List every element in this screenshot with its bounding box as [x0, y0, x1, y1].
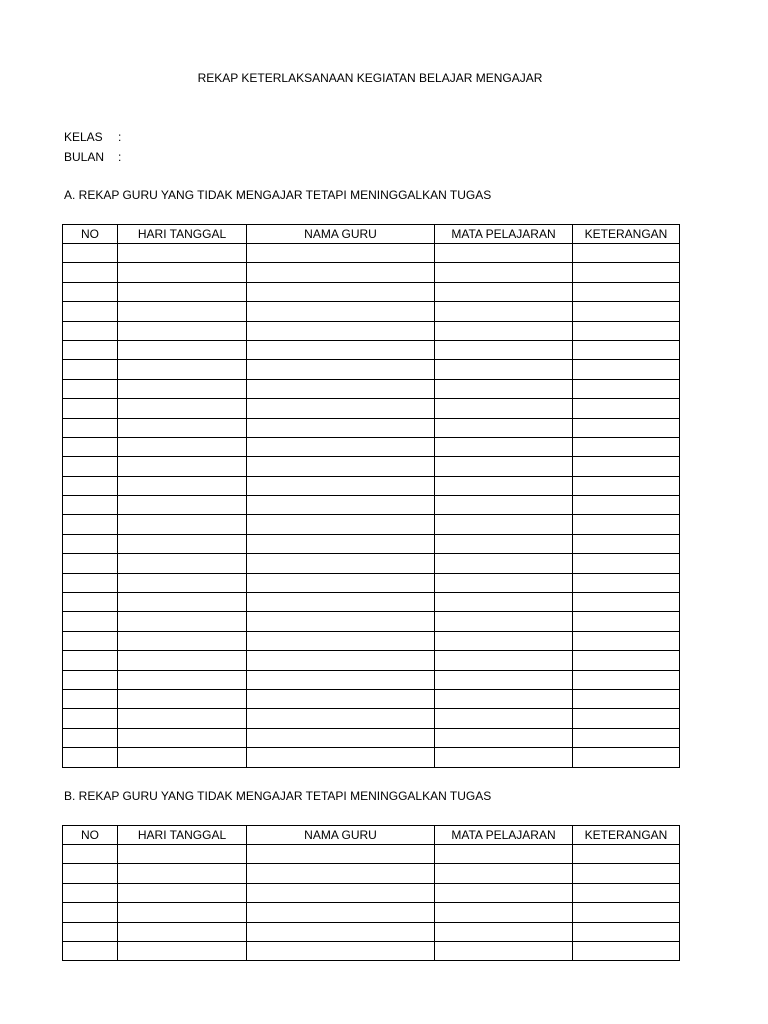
cell-mata-pelajaran — [435, 437, 573, 456]
cell-mata-pelajaran — [435, 689, 573, 708]
field-kelas-label: KELAS — [64, 130, 103, 144]
cell-nama-guru — [247, 651, 435, 670]
cell-keterangan — [573, 864, 680, 883]
cell-hari-tanggal — [118, 903, 247, 922]
cell-no — [63, 689, 118, 708]
section-a-heading: A. REKAP GURU YANG TIDAK MENGAJAR TETAPI MENINGGALKAN TUGAS — [64, 188, 492, 202]
table-section-a — [62, 224, 680, 768]
table-row — [63, 573, 680, 592]
cell-nama-guru — [247, 903, 435, 922]
cell-mata-pelajaran — [435, 941, 573, 960]
cell-hari-tanggal — [118, 709, 247, 728]
cell-no — [63, 282, 118, 301]
cell-nama-guru — [247, 709, 435, 728]
cell-nama-guru — [247, 476, 435, 495]
cell-mata-pelajaran — [435, 748, 573, 767]
cell-nama-guru — [247, 689, 435, 708]
cell-nama-guru — [247, 321, 435, 340]
cell-no — [63, 321, 118, 340]
table-row — [63, 941, 680, 960]
cell-keterangan — [573, 573, 680, 592]
cell-keterangan — [573, 282, 680, 301]
field-bulan-label: BULAN — [64, 150, 105, 164]
cell-mata-pelajaran — [435, 922, 573, 941]
cell-hari-tanggal — [118, 941, 247, 960]
cell-mata-pelajaran — [435, 379, 573, 398]
cell-no — [63, 534, 118, 553]
col-header-hari-tanggal: HARI TANGGAL — [118, 225, 247, 244]
cell-keterangan — [573, 845, 680, 864]
cell-no — [63, 496, 118, 515]
cell-keterangan — [573, 457, 680, 476]
cell-keterangan — [573, 534, 680, 553]
cell-mata-pelajaran — [435, 670, 573, 689]
cell-hari-tanggal — [118, 379, 247, 398]
cell-no — [63, 263, 118, 282]
col-header-no: NO — [63, 826, 118, 845]
cell-keterangan — [573, 748, 680, 767]
cell-mata-pelajaran — [435, 728, 573, 747]
col-header-keterangan: KETERANGAN — [573, 826, 680, 845]
cell-mata-pelajaran — [435, 302, 573, 321]
table-row — [63, 457, 680, 476]
cell-hari-tanggal — [118, 340, 247, 359]
table-header-row — [63, 826, 680, 845]
cell-nama-guru — [247, 593, 435, 612]
cell-hari-tanggal — [118, 748, 247, 767]
cell-nama-guru — [247, 631, 435, 650]
table-row — [63, 515, 680, 534]
cell-no — [63, 302, 118, 321]
cell-keterangan — [573, 709, 680, 728]
table-row — [63, 728, 680, 747]
cell-mata-pelajaran — [435, 651, 573, 670]
cell-nama-guru — [247, 883, 435, 902]
cell-keterangan — [573, 437, 680, 456]
cell-hari-tanggal — [118, 864, 247, 883]
cell-hari-tanggal — [118, 457, 247, 476]
cell-nama-guru — [247, 573, 435, 592]
cell-nama-guru — [247, 728, 435, 747]
cell-mata-pelajaran — [435, 360, 573, 379]
cell-hari-tanggal — [118, 282, 247, 301]
cell-hari-tanggal — [118, 593, 247, 612]
cell-hari-tanggal — [118, 651, 247, 670]
cell-hari-tanggal — [118, 399, 247, 418]
cell-keterangan — [573, 515, 680, 534]
table-row — [63, 651, 680, 670]
cell-keterangan — [573, 360, 680, 379]
cell-nama-guru — [247, 496, 435, 515]
cell-mata-pelajaran — [435, 418, 573, 437]
cell-hari-tanggal — [118, 418, 247, 437]
cell-hari-tanggal — [118, 244, 247, 263]
cell-mata-pelajaran — [435, 709, 573, 728]
cell-hari-tanggal — [118, 554, 247, 573]
cell-keterangan — [573, 476, 680, 495]
cell-mata-pelajaran — [435, 903, 573, 922]
cell-no — [63, 340, 118, 359]
table-row — [63, 670, 680, 689]
cell-hari-tanggal — [118, 612, 247, 631]
cell-no — [63, 554, 118, 573]
cell-mata-pelajaran — [435, 321, 573, 340]
cell-no — [63, 244, 118, 263]
cell-no — [63, 399, 118, 418]
cell-mata-pelajaran — [435, 457, 573, 476]
cell-no — [63, 612, 118, 631]
cell-no — [63, 515, 118, 534]
field-bulan-separator: : — [118, 150, 122, 164]
cell-nama-guru — [247, 845, 435, 864]
table-row — [63, 631, 680, 650]
cell-hari-tanggal — [118, 573, 247, 592]
table-row — [63, 496, 680, 515]
cell-mata-pelajaran — [435, 340, 573, 359]
cell-nama-guru — [247, 864, 435, 883]
cell-keterangan — [573, 496, 680, 515]
cell-hari-tanggal — [118, 360, 247, 379]
cell-keterangan — [573, 263, 680, 282]
cell-nama-guru — [247, 534, 435, 553]
cell-no — [63, 728, 118, 747]
cell-nama-guru — [247, 670, 435, 689]
cell-no — [63, 864, 118, 883]
cell-mata-pelajaran — [435, 864, 573, 883]
cell-keterangan — [573, 631, 680, 650]
table-row — [63, 554, 680, 573]
col-header-mata-pelajaran: MATA PELAJARAN — [435, 826, 573, 845]
cell-keterangan — [573, 883, 680, 902]
cell-keterangan — [573, 321, 680, 340]
document-title: REKAP KETERLAKSANAAN KEGIATAN BELAJAR MENGAJAR — [197, 71, 543, 85]
cell-hari-tanggal — [118, 922, 247, 941]
cell-nama-guru — [247, 437, 435, 456]
cell-hari-tanggal — [118, 263, 247, 282]
table-row — [63, 534, 680, 553]
cell-mata-pelajaran — [435, 883, 573, 902]
cell-no — [63, 379, 118, 398]
cell-no — [63, 651, 118, 670]
cell-mata-pelajaran — [435, 263, 573, 282]
table-row — [63, 709, 680, 728]
table-row — [63, 340, 680, 359]
table-row — [63, 379, 680, 398]
cell-no — [63, 883, 118, 902]
cell-mata-pelajaran — [435, 476, 573, 495]
col-header-no: NO — [63, 225, 118, 244]
cell-keterangan — [573, 689, 680, 708]
cell-mata-pelajaran — [435, 534, 573, 553]
table-row — [63, 845, 680, 864]
cell-no — [63, 922, 118, 941]
cell-no — [63, 476, 118, 495]
table-row — [63, 612, 680, 631]
cell-keterangan — [573, 670, 680, 689]
cell-nama-guru — [247, 379, 435, 398]
cell-mata-pelajaran — [435, 399, 573, 418]
cell-mata-pelajaran — [435, 845, 573, 864]
table-row — [63, 418, 680, 437]
cell-no — [63, 573, 118, 592]
cell-hari-tanggal — [118, 302, 247, 321]
cell-keterangan — [573, 399, 680, 418]
cell-keterangan — [573, 593, 680, 612]
table-row — [63, 399, 680, 418]
cell-keterangan — [573, 244, 680, 263]
table-header-row — [63, 225, 680, 244]
cell-no — [63, 941, 118, 960]
cell-nama-guru — [247, 612, 435, 631]
cell-mata-pelajaran — [435, 554, 573, 573]
cell-no — [63, 903, 118, 922]
cell-hari-tanggal — [118, 728, 247, 747]
table-row — [63, 593, 680, 612]
table-row — [63, 302, 680, 321]
cell-nama-guru — [247, 302, 435, 321]
cell-nama-guru — [247, 263, 435, 282]
cell-no — [63, 748, 118, 767]
cell-hari-tanggal — [118, 534, 247, 553]
cell-hari-tanggal — [118, 437, 247, 456]
table-row — [63, 321, 680, 340]
field-kelas-separator: : — [118, 130, 122, 144]
table-section-b — [62, 825, 680, 961]
cell-hari-tanggal — [118, 515, 247, 534]
cell-nama-guru — [247, 554, 435, 573]
cell-mata-pelajaran — [435, 282, 573, 301]
cell-hari-tanggal — [118, 845, 247, 864]
cell-hari-tanggal — [118, 631, 247, 650]
cell-mata-pelajaran — [435, 631, 573, 650]
cell-hari-tanggal — [118, 476, 247, 495]
cell-nama-guru — [247, 282, 435, 301]
cell-mata-pelajaran — [435, 573, 573, 592]
section-b-heading: B. REKAP GURU YANG TIDAK MENGAJAR TETAPI MENINGGALKAN TUGAS — [64, 789, 492, 803]
table-row — [63, 263, 680, 282]
cell-no — [63, 457, 118, 476]
table-row — [63, 282, 680, 301]
cell-no — [63, 593, 118, 612]
cell-mata-pelajaran — [435, 593, 573, 612]
cell-hari-tanggal — [118, 670, 247, 689]
table-row — [63, 864, 680, 883]
cell-keterangan — [573, 379, 680, 398]
cell-nama-guru — [247, 748, 435, 767]
field-bulan — [64, 150, 121, 164]
cell-keterangan — [573, 340, 680, 359]
table-row — [63, 244, 680, 263]
cell-no — [63, 845, 118, 864]
cell-nama-guru — [247, 399, 435, 418]
table-row — [63, 922, 680, 941]
cell-mata-pelajaran — [435, 612, 573, 631]
cell-nama-guru — [247, 340, 435, 359]
col-header-mata-pelajaran: MATA PELAJARAN — [435, 225, 573, 244]
cell-hari-tanggal — [118, 689, 247, 708]
cell-nama-guru — [247, 418, 435, 437]
cell-hari-tanggal — [118, 321, 247, 340]
cell-no — [63, 437, 118, 456]
cell-nama-guru — [247, 360, 435, 379]
cell-hari-tanggal — [118, 883, 247, 902]
table-row — [63, 748, 680, 767]
table-row — [63, 689, 680, 708]
cell-keterangan — [573, 651, 680, 670]
cell-nama-guru — [247, 941, 435, 960]
cell-nama-guru — [247, 922, 435, 941]
cell-keterangan — [573, 612, 680, 631]
field-kelas — [64, 130, 121, 144]
cell-keterangan — [573, 903, 680, 922]
cell-keterangan — [573, 554, 680, 573]
cell-keterangan — [573, 922, 680, 941]
table-row — [63, 360, 680, 379]
col-header-nama-guru: NAMA GURU — [247, 225, 435, 244]
cell-keterangan — [573, 302, 680, 321]
cell-keterangan — [573, 728, 680, 747]
cell-no — [63, 360, 118, 379]
table-row — [63, 883, 680, 902]
table-row — [63, 476, 680, 495]
cell-no — [63, 670, 118, 689]
cell-no — [63, 631, 118, 650]
cell-no — [63, 709, 118, 728]
cell-hari-tanggal — [118, 496, 247, 515]
table-row — [63, 437, 680, 456]
cell-mata-pelajaran — [435, 496, 573, 515]
cell-keterangan — [573, 941, 680, 960]
cell-nama-guru — [247, 457, 435, 476]
cell-nama-guru — [247, 515, 435, 534]
cell-mata-pelajaran — [435, 244, 573, 263]
col-header-nama-guru: NAMA GURU — [247, 826, 435, 845]
cell-nama-guru — [247, 244, 435, 263]
col-header-hari-tanggal: HARI TANGGAL — [118, 826, 247, 845]
col-header-keterangan: KETERANGAN — [573, 225, 680, 244]
cell-keterangan — [573, 418, 680, 437]
cell-mata-pelajaran — [435, 515, 573, 534]
table-row — [63, 903, 680, 922]
cell-no — [63, 418, 118, 437]
